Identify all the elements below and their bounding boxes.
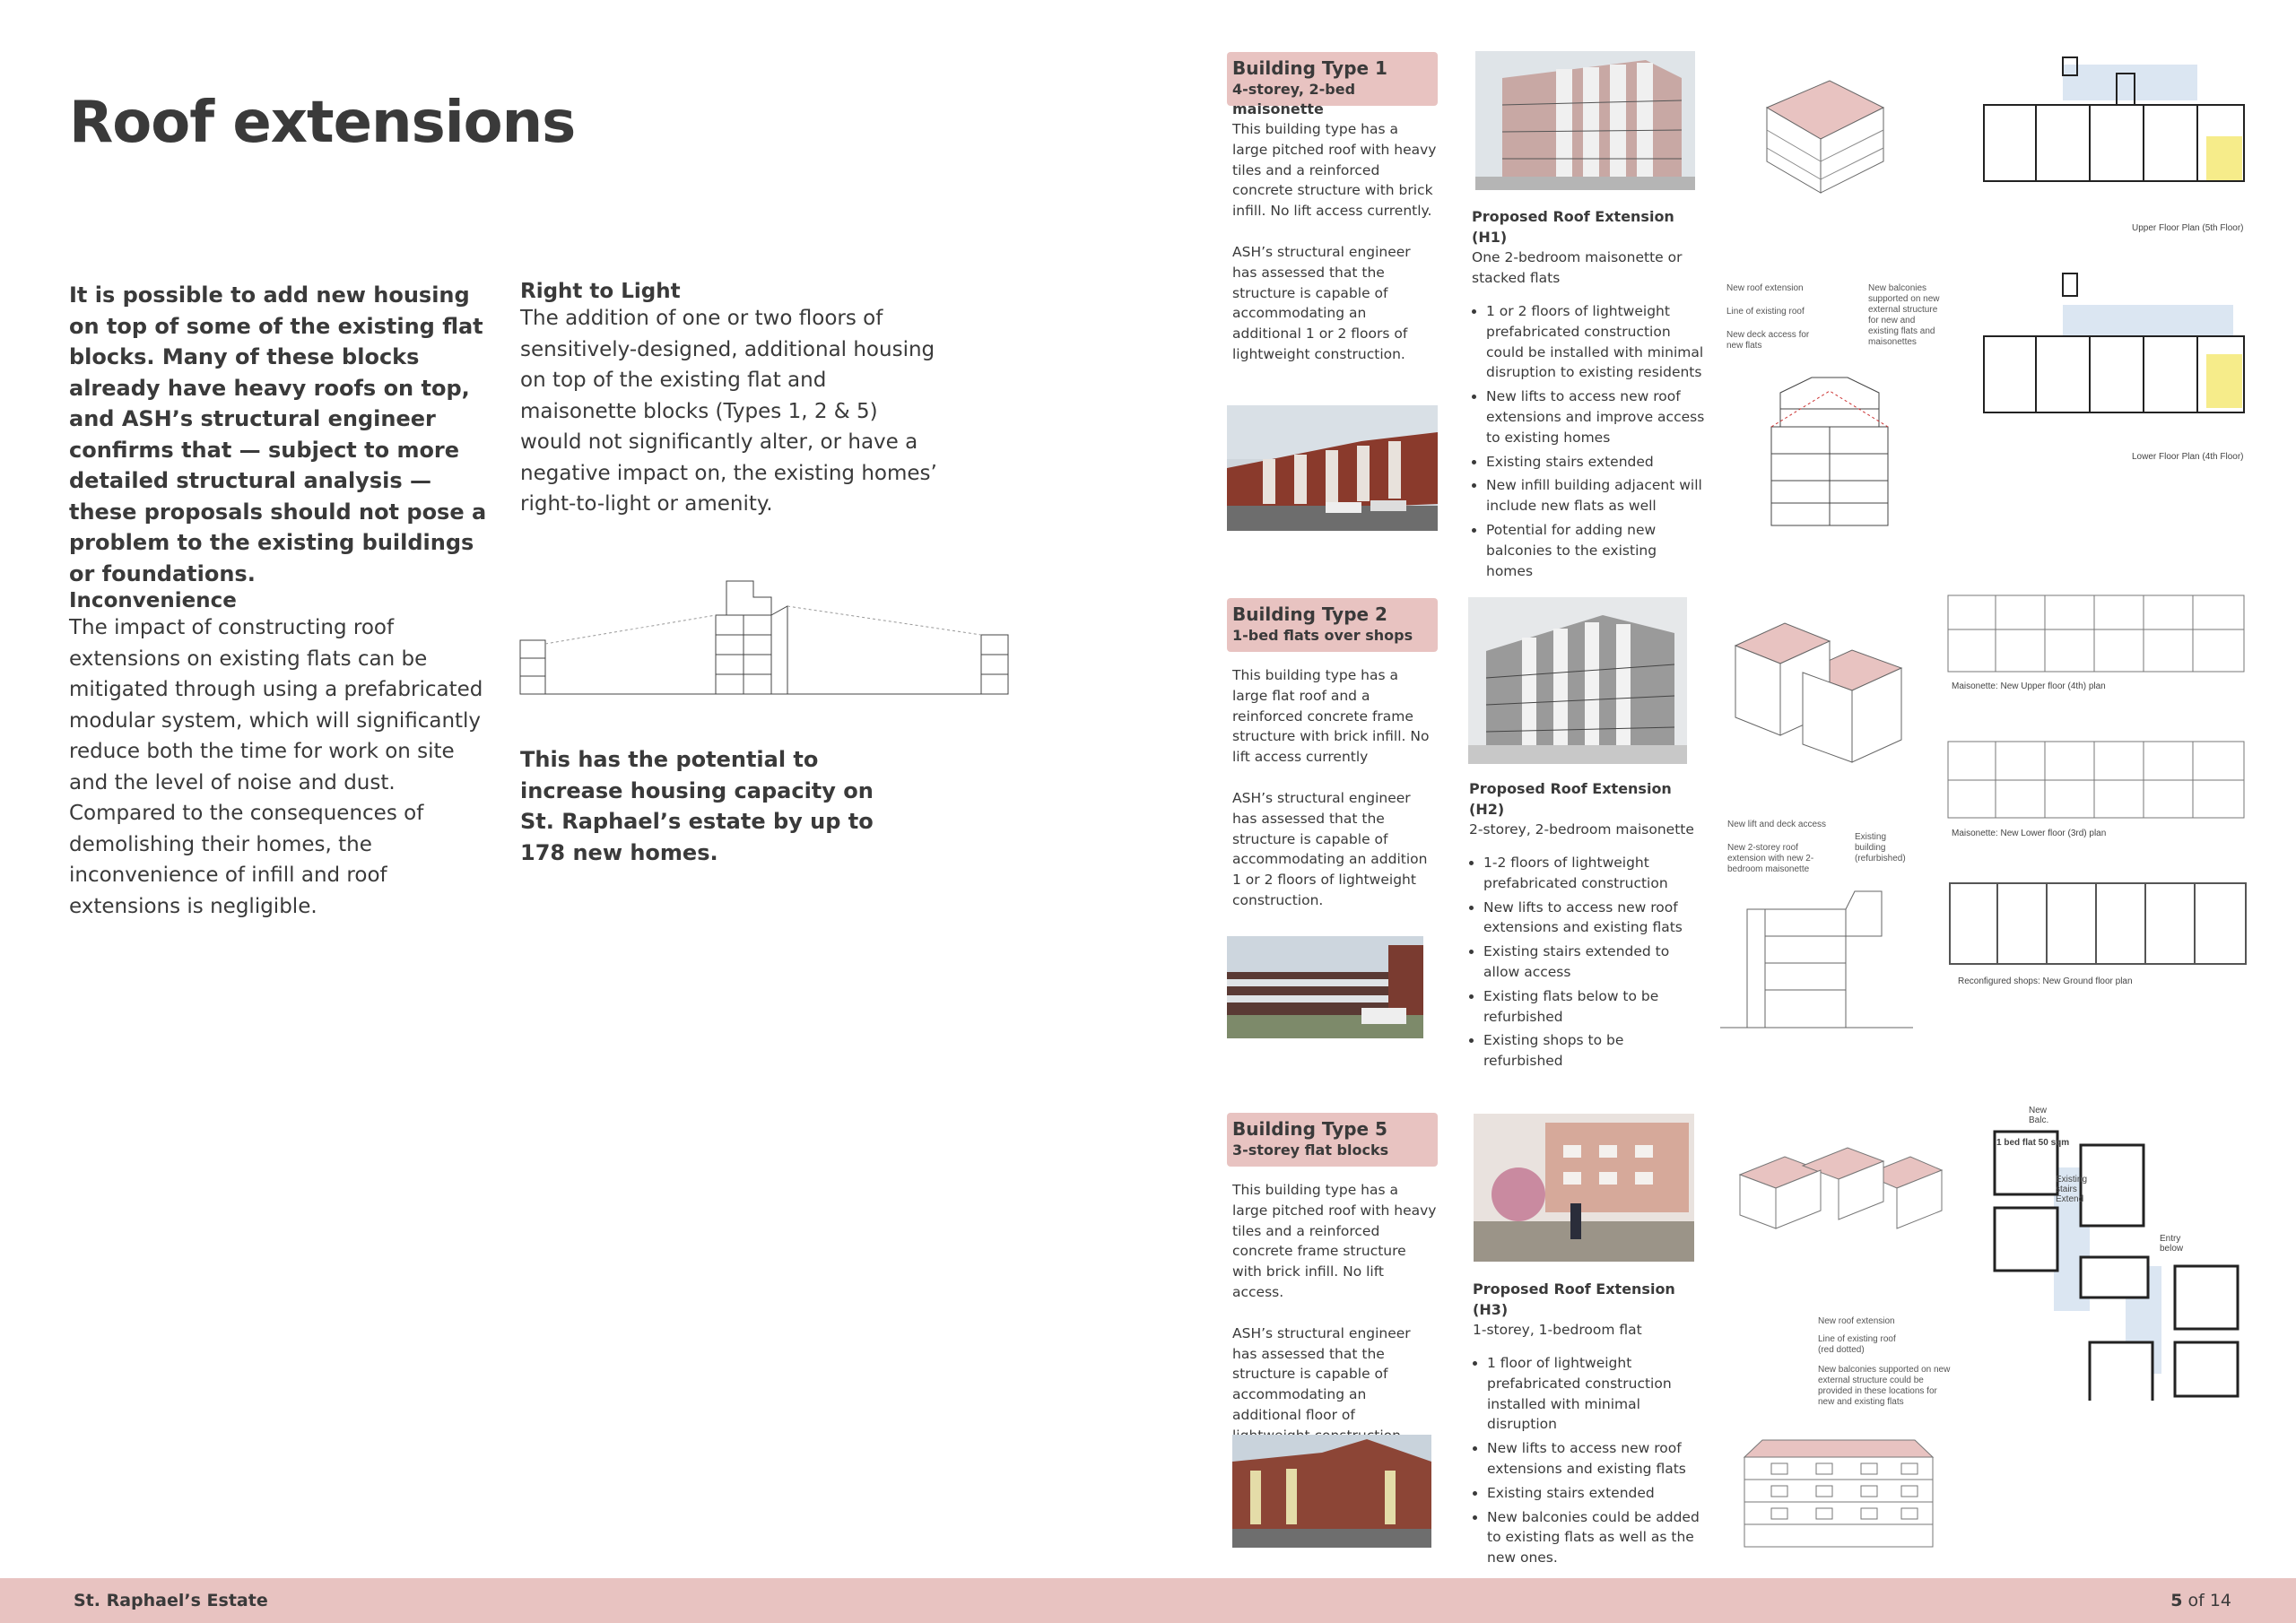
type5-axonometric <box>1731 1139 1946 1255</box>
intro-paragraph: It is possible to add new housing on top of some of the existing flat blocks. Many of these blocks already have heavy roofs on top, and ASH’s structural engineer confirms that — subject to more detailed structural analysis — these proposals should not pose a problem to the existing buildings or foundations. <box>69 282 487 586</box>
type1-proposal <box>1472 206 1705 585</box>
type1-upper-plan <box>1982 56 2251 204</box>
type1-bullet: • Potential for adding new balconies to the existing homes <box>1486 520 1705 581</box>
footer-page-indicator <box>2170 1591 2231 1610</box>
type2-upper-plan <box>1946 594 2247 679</box>
type1-bullet: • Existing stairs extended <box>1486 452 1705 473</box>
type1-desc2: ASH’s structural engineer has assessed that the structure is capable of accommodating an additional 1 or 2 floors of lightweight construction. <box>1232 243 1411 362</box>
type5-plan <box>1991 1105 2260 1401</box>
type5-title: Building Type 5 <box>1232 1118 1387 1140</box>
type1-bullet: • 1 or 2 floors of lightweight prefabricated construction could be installed with minimal disruption to existing residents <box>1486 301 1705 383</box>
right-to-light-heading: Right to Light <box>520 280 681 303</box>
type5-proposal-title: Proposed Roof Extension (H3) <box>1473 1280 1675 1318</box>
type1-section-label: New roof extension <box>1726 283 1804 293</box>
inconvenience-body: The impact of constructing roof extensions on existing flats can be mitigated through using a prefabricated modular system, which will significantly reduce both the time for work on site and the level of noise and dust. Compared to the consequences of demolishing their homes, the inconvenience of infill and roof extensions is negligible. <box>69 616 483 918</box>
type2-desc1: This building type has a large flat roof and a reinforced concrete frame structure with brick infill. No lift access currently <box>1232 667 1430 766</box>
type5-desc2: ASH’s structural engineer has assessed that the structure is capable of accommodating an additional floor of <box>1232 1324 1411 1423</box>
type1-proposal-subtitle: One 2-bedroom maisonette or stacked flats <box>1472 249 1683 286</box>
type2-description <box>1232 665 1437 911</box>
type2-section-label: New lift and deck access <box>1727 820 1827 829</box>
type2-render <box>1468 597 1687 764</box>
type5-proposal <box>1473 1279 1706 1572</box>
type1-section-drawing <box>1726 283 1942 527</box>
type2-bullet: • Existing shops to be refurbished <box>1483 1030 1702 1072</box>
type5-section-label: Line of existing roof (red dotted) <box>1818 1334 1896 1355</box>
type1-proposal-title: Proposed Roof Extension (H1) <box>1472 208 1674 246</box>
type2-section-label: Existing building (refurbished) <box>1855 832 1906 864</box>
type5-bullet: • Existing stairs extended <box>1487 1483 1706 1504</box>
type2-bullet: • Existing flats below to be refurbished <box>1483 986 1702 1028</box>
type5-elevation <box>1726 1435 1951 1551</box>
type5-subtitle: 3-storey flat blocks <box>1232 1141 1389 1159</box>
type5-section-label: New balconies supported on new external structure could be provided in these locations for new and existing flats <box>1818 1365 1951 1407</box>
type5-plan-label: 1 bed flat 50 sqm <box>1996 1138 2070 1148</box>
type1-axonometric <box>1758 63 1892 197</box>
page-title: Roof extensions <box>69 90 576 156</box>
type2-header <box>1227 598 1438 652</box>
type5-plan-label: New Balc. <box>2029 1106 2049 1125</box>
type2-subtitle: 1-bed flats over shops <box>1232 627 1413 644</box>
potential-statement: This has the potential to increase housing capacity on St. Raphael’s estate by up to 178 new homes. <box>520 747 874 865</box>
type5-render <box>1474 1114 1694 1262</box>
right-to-light-body: The addition of one or two floors of sensitively-designed, additional housing on top of the existing flat and maisonette blocks (Types 1, 2 & 5) would not significantly alter, or have a negative impact on, the existing homes’ right-to-light or amenity. <box>520 307 937 516</box>
type5-plan-label: Existing stairs Extend <box>2056 1175 2088 1204</box>
footer-estate-name: St. Raphael’s Estate <box>74 1591 268 1610</box>
type1-subtitle: 4-storey, 2-bed maisonette <box>1232 81 1356 117</box>
type1-section-label: Line of existing roof <box>1726 307 1805 317</box>
type1-bullet: • New lifts to access new roof extensions and improve access to existing homes <box>1486 386 1705 447</box>
type5-section-label: New roof extension <box>1818 1316 1895 1326</box>
type5-bullets <box>1473 1353 1706 1568</box>
type5-plan-label: Entry below <box>2160 1234 2184 1254</box>
type1-desc1: This building type has a large pitched roof with heavy tiles and a reinforced concrete structure with brick infill. No lift access currently. <box>1232 121 1437 220</box>
type2-proposal <box>1469 778 1702 1075</box>
footer-page-total: of 14 <box>2187 1591 2231 1610</box>
type2-title: Building Type 2 <box>1232 603 1387 625</box>
type2-proposal-title: Proposed Roof Extension (H2) <box>1469 780 1672 818</box>
type1-header <box>1227 52 1438 117</box>
type2-bullets <box>1469 853 1702 1072</box>
type1-section-label: New deck access for new flats <box>1726 330 1810 351</box>
type5-bullet: • New lifts to access new roof extensions and existing flats <box>1487 1438 1706 1480</box>
type1-render <box>1475 51 1695 190</box>
footer-page-number: 5 <box>2170 1591 2183 1610</box>
type2-ground-plan <box>1948 881 2248 971</box>
type1-plan-label: Lower Floor Plan (4th Floor) <box>2132 452 2244 462</box>
type1-photo <box>1227 405 1438 531</box>
type2-section-drawing <box>1720 820 1913 1030</box>
type2-section-label: New 2-storey roof extension with new 2-bedroom maisonette <box>1727 843 1814 874</box>
type2-axonometric <box>1731 619 1910 771</box>
type1-description <box>1232 119 1437 365</box>
footer-bar <box>0 1578 2296 1623</box>
inconvenience-section <box>69 589 495 922</box>
type5-desc1: This building type has a large pitched roof with heavy tiles and a reinforced concrete frame structure with brick infill. No lift access. <box>1232 1182 1437 1300</box>
type5-photo <box>1232 1435 1431 1548</box>
type1-bullet: • New infill building adjacent will include new flats as well <box>1486 475 1705 516</box>
type5-bullet: • New balconies could be added to existing flats as well as the new ones. <box>1487 1507 1706 1568</box>
type1-title: Building Type 1 <box>1232 57 1387 79</box>
type5-description <box>1232 1180 1437 1446</box>
type5-bullet: • 1 floor of lightweight prefabricated construction installed with minimal disruption <box>1487 1353 1706 1435</box>
type2-desc2: ASH’s structural engineer has assessed that the structure is capable of accommodating an addition 1 or 2 floors of lightweight construction. <box>1232 789 1428 908</box>
type2-bullet: • Existing stairs extended to allow access <box>1483 942 1702 983</box>
right-to-light-section <box>520 280 942 520</box>
inconvenience-heading: Inconvenience <box>69 589 237 612</box>
type1-plan-label: Upper Floor Plan (5th Floor) <box>2132 223 2244 233</box>
type2-proposal-subtitle: 2-storey, 2-bedroom maisonette <box>1469 821 1694 838</box>
type2-plan-label: Maisonette: New Upper floor (4th) plan <box>1952 681 2106 691</box>
type1-section-label: New balconies supported on new external structure for new and existing flats and maisonettes <box>1868 283 1940 347</box>
right-to-light-section-drawing <box>518 579 1010 696</box>
type2-plan-label: Maisonette: New Lower floor (3rd) plan <box>1952 829 2107 838</box>
type2-bullet: • 1-2 floors of lightweight prefabricated construction <box>1483 853 1702 894</box>
type1-bullets <box>1472 301 1705 581</box>
type5-proposal-subtitle: 1-storey, 1-bedroom flat <box>1473 1322 1642 1338</box>
type5-header <box>1227 1113 1438 1167</box>
type2-plan-label: Reconfigured shops: New Ground floor plan <box>1958 976 2133 986</box>
type2-bullet: • New lifts to access new roof extensions and existing flats <box>1483 898 1702 939</box>
type1-lower-plan <box>1982 269 2251 435</box>
type2-photo <box>1227 936 1423 1038</box>
type2-lower-plan <box>1946 740 2247 825</box>
